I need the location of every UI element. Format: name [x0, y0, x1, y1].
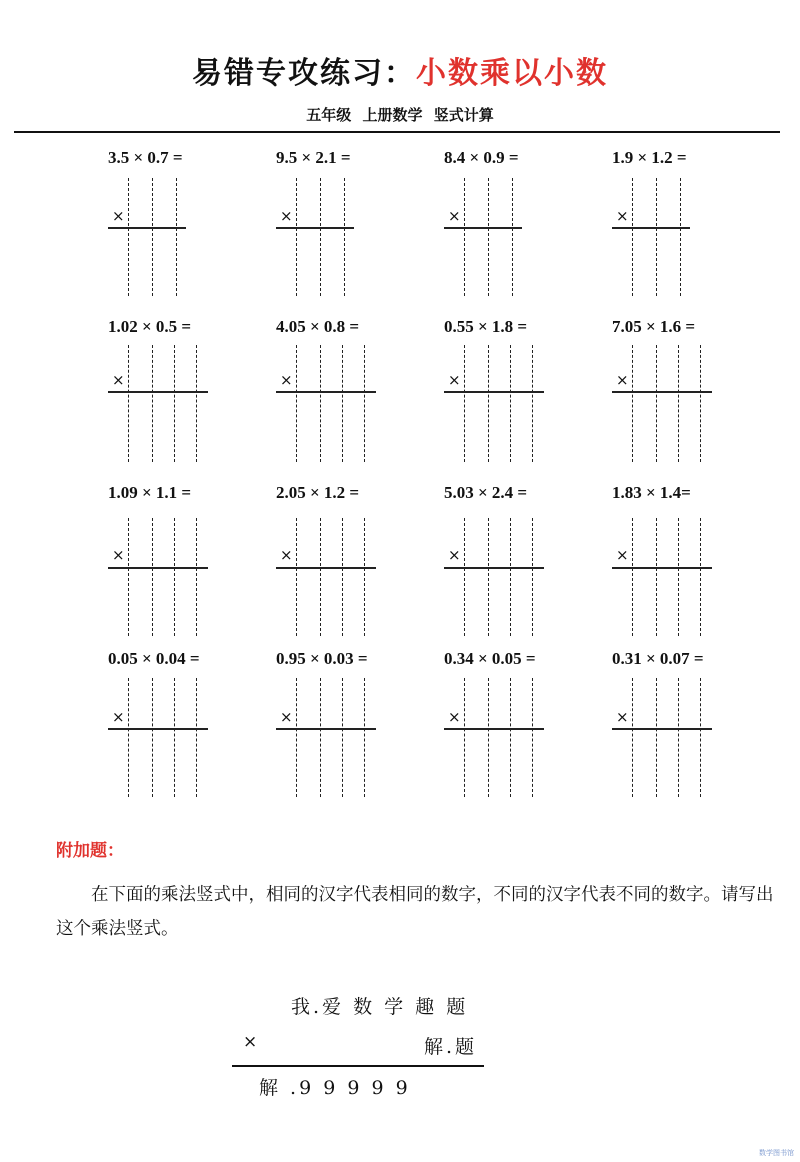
digit-column-guide	[464, 178, 465, 296]
product-line	[444, 391, 544, 393]
puzzle-result: 解 .9 9 9 9 9	[259, 1077, 411, 1099]
digit-column-guide	[342, 678, 343, 797]
header-divider	[14, 131, 780, 133]
digit-column-guide	[656, 178, 657, 296]
multiply-sign: ×	[448, 207, 461, 225]
digit-column-guide	[296, 178, 297, 296]
product-line	[276, 567, 376, 569]
digit-column-guide	[532, 345, 533, 462]
puzzle-result-line	[232, 1065, 484, 1067]
digit-column-guide	[510, 678, 511, 797]
digit-column-guide	[464, 345, 465, 462]
digit-column-guide	[128, 178, 129, 296]
digit-column-guide	[532, 678, 533, 797]
multiply-sign: ×	[112, 207, 125, 225]
problem-expression: 0.95 × 0.03 =	[276, 649, 368, 668]
multiply-sign: ×	[280, 207, 293, 225]
digit-column-guide	[632, 345, 633, 462]
problem-expression: 0.05 × 0.04 =	[108, 649, 200, 668]
digit-column-guide	[174, 345, 175, 462]
digit-column-guide	[680, 178, 681, 296]
product-line	[612, 391, 712, 393]
digit-column-guide	[152, 518, 153, 636]
digit-column-guide	[488, 518, 489, 636]
problem-expression: 1.83 × 1.4=	[612, 483, 691, 502]
digit-column-guide	[700, 518, 701, 636]
digit-column-guide	[488, 345, 489, 462]
digit-column-guide	[320, 178, 321, 296]
digit-column-guide	[632, 178, 633, 296]
digit-column-guide	[632, 678, 633, 797]
digit-column-guide	[176, 178, 177, 296]
multiply-sign: ×	[280, 371, 293, 389]
digit-column-guide	[342, 518, 343, 636]
extra-question-text: 在下面的乘法竖式中，相同的汉字代表相同的数字，不同的汉字代表不同的数字。请写出这个乘法竖式。	[56, 885, 774, 939]
digit-column-guide	[510, 518, 511, 636]
problem-expression: 3.5 × 0.7 =	[108, 148, 183, 167]
digit-column-guide	[174, 518, 175, 636]
problem-expression: 0.34 × 0.05 =	[444, 649, 536, 668]
digit-column-guide	[128, 678, 129, 797]
digit-column-guide	[152, 178, 153, 296]
digit-column-guide	[296, 345, 297, 462]
digit-column-guide	[364, 518, 365, 636]
multiply-sign: ×	[616, 708, 629, 726]
product-line	[108, 567, 208, 569]
product-line	[612, 567, 712, 569]
digit-column-guide	[632, 518, 633, 636]
problem-expression: 9.5 × 2.1 =	[276, 148, 351, 167]
digit-column-guide	[656, 518, 657, 636]
digit-column-guide	[656, 678, 657, 797]
page-title	[0, 48, 800, 92]
product-line	[108, 728, 208, 730]
problem-expression: 2.05 × 1.2 =	[276, 483, 360, 502]
digit-column-guide	[296, 678, 297, 797]
digit-column-guide	[464, 678, 465, 797]
digit-column-guide	[700, 678, 701, 797]
digit-column-guide	[152, 678, 153, 797]
product-line	[108, 391, 208, 393]
problem-expression: 5.03 × 2.4 =	[444, 483, 528, 502]
digit-column-guide	[128, 518, 129, 636]
digit-column-guide	[174, 678, 175, 797]
digit-column-guide	[700, 345, 701, 462]
multiply-sign: ×	[448, 708, 461, 726]
digit-column-guide	[196, 678, 197, 797]
digit-column-guide	[152, 345, 153, 462]
watermark: 数学图书馆	[759, 1149, 794, 1157]
digit-column-guide	[510, 345, 511, 462]
digit-column-guide	[656, 345, 657, 462]
digit-column-guide	[296, 518, 297, 636]
digit-column-guide	[532, 518, 533, 636]
digit-column-guide	[364, 678, 365, 797]
digit-column-guide	[344, 178, 345, 296]
digit-column-guide	[364, 345, 365, 462]
digit-column-guide	[320, 345, 321, 462]
problem-expression: 4.05 × 0.8 =	[276, 317, 360, 336]
digit-column-guide	[464, 518, 465, 636]
product-line	[276, 728, 376, 730]
page-subtitle: 五年级 上册数学 竖式计算	[306, 106, 494, 124]
multiply-sign: ×	[112, 708, 125, 726]
product-line	[612, 227, 690, 229]
problem-expression: 0.31 × 0.07 =	[612, 649, 704, 668]
puzzle-multiplier: 解.题	[424, 1036, 478, 1058]
problem-expression: 1.02 × 0.5 =	[108, 317, 192, 336]
puzzle-multiply-sign: ×	[243, 1032, 258, 1052]
multiply-sign: ×	[616, 546, 629, 564]
digit-column-guide	[196, 345, 197, 462]
product-line	[444, 728, 544, 730]
digit-column-guide	[128, 345, 129, 462]
digit-column-guide	[488, 678, 489, 797]
product-line	[444, 567, 544, 569]
multiply-sign: ×	[280, 708, 293, 726]
product-line	[444, 227, 522, 229]
puzzle-multiplicand: 我.爱 数 学 趣 题	[291, 996, 469, 1018]
digit-column-guide	[196, 518, 197, 636]
multiply-sign: ×	[112, 371, 125, 389]
multiply-sign: ×	[616, 207, 629, 225]
digit-column-guide	[678, 345, 679, 462]
problem-expression: 1.9 × 1.2 =	[612, 148, 687, 167]
problem-expression: 1.09 × 1.1 =	[108, 483, 192, 502]
digit-column-guide	[488, 178, 489, 296]
multiply-sign: ×	[448, 371, 461, 389]
problem-expression: 8.4 × 0.9 =	[444, 148, 519, 167]
digit-column-guide	[342, 345, 343, 462]
digit-column-guide	[320, 678, 321, 797]
extra-question-title: 附加题：	[56, 841, 124, 861]
product-line	[612, 728, 712, 730]
multiply-sign: ×	[616, 371, 629, 389]
digit-column-guide	[320, 518, 321, 636]
problem-expression: 0.55 × 1.8 =	[444, 317, 528, 336]
digit-column-guide	[678, 678, 679, 797]
multiply-sign: ×	[280, 546, 293, 564]
title-topic: 小数乘以小数	[416, 56, 608, 91]
digit-column-guide	[678, 518, 679, 636]
multiply-sign: ×	[112, 546, 125, 564]
title-main: 易错专攻练习：	[192, 56, 416, 91]
product-line	[108, 227, 186, 229]
product-line	[276, 227, 354, 229]
digit-column-guide	[512, 178, 513, 296]
problem-expression: 7.05 × 1.6 =	[612, 317, 696, 336]
multiply-sign: ×	[448, 546, 461, 564]
product-line	[276, 391, 376, 393]
